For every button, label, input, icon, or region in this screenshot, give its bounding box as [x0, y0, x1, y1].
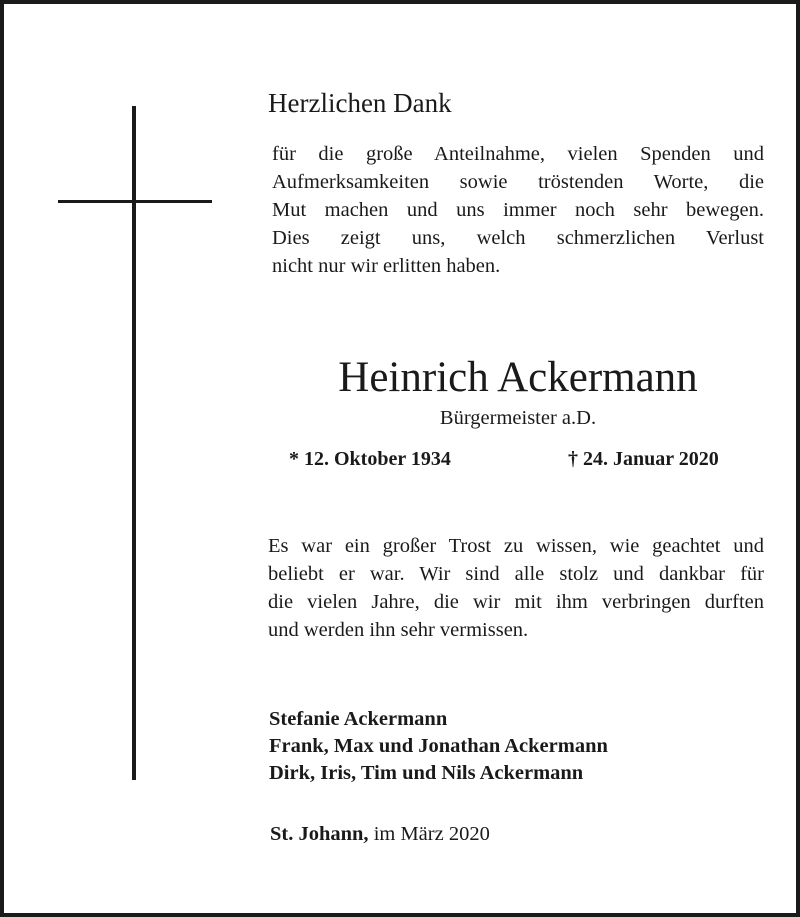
thanks-line: nicht nur wir erlitten haben.: [272, 255, 501, 277]
thanks-line: für die große Anteilnahme, vielen Spenden und: [272, 143, 764, 165]
comfort-line: die vielen Jahre, die wir mit ihm verbringen durften: [268, 591, 764, 613]
death-date: † 24. Januar 2020: [568, 448, 719, 470]
cross-horizontal-bar: [58, 200, 212, 203]
place-name: St. Johann,: [270, 823, 369, 845]
thanks-heading: Herzlichen Dank: [268, 88, 452, 118]
comfort-text: [268, 532, 764, 644]
thanks-text: [272, 140, 764, 280]
comfort-line: und werden ihn sehr vermissen.: [268, 619, 529, 641]
thanks-line: Mut machen und uns immer noch sehr bewegen.: [272, 199, 764, 221]
family-line: Dirk, Iris, Tim und Nils Ackermann: [269, 762, 584, 784]
comfort-line: Es war ein großer Trost zu wissen, wie geachtet und: [268, 535, 764, 557]
family-line: Frank, Max und Jonathan Ackermann: [269, 735, 608, 757]
cross-vertical-bar: [132, 106, 136, 780]
family-line: Stefanie Ackermann: [269, 708, 448, 730]
thanks-line: Aufmerksamkeiten sowie tröstenden Worte, die: [272, 171, 764, 193]
comfort-line: beliebt er war. Wir sind alle stolz und dankbar für: [268, 563, 764, 585]
date-text: im März 2020: [373, 823, 490, 845]
birth-date: * 12. Oktober 1934: [289, 448, 451, 470]
deceased-title: Bürgermeister a.D.: [439, 407, 597, 429]
place-date: [270, 820, 490, 848]
thanks-line: Dies zeigt uns, welch schmerzlichen Verlust: [272, 227, 764, 249]
deceased-name: Heinrich Ackermann: [338, 354, 698, 401]
family-signature: [269, 706, 608, 787]
